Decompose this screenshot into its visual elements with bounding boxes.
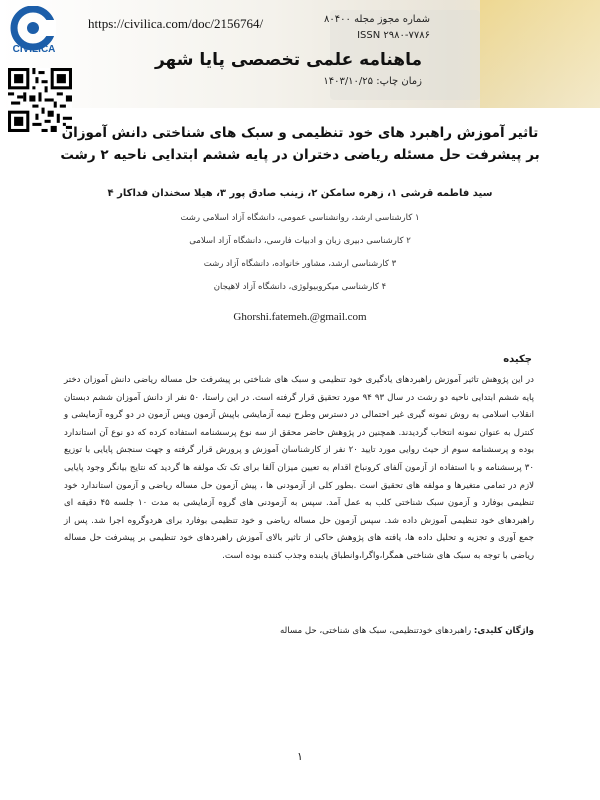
issn: ISSN ۲۹۸۰-۷۷۸۶: [357, 30, 430, 41]
affiliation: ۴ کارشناسی میکروبیولوژی، دانشگاه آزاد لاهیجان: [213, 282, 387, 292]
affiliation: ۱ کارشناسی ارشد، روانشناسی عمومی، دانشگاه آزاد اسلامی رشت: [180, 213, 420, 223]
affiliation: ۳ کارشناسی ارشد، مشاور خانواده، دانشگاه آزاد رشت: [203, 259, 397, 269]
author-list: سید فاطمه قرشی ۱، زهره سامکن ۲، زینب صادق پور ۳، هیلا سخندان فداکار ۴: [107, 188, 493, 199]
journal-title: ماهنامه علمی تخصصی پایا شهر: [154, 50, 422, 70]
page-number: ۱: [297, 750, 303, 763]
logo-text: CIVILICA: [12, 44, 56, 55]
affiliation-list: [150, 207, 450, 299]
keywords-line: [64, 626, 534, 636]
keywords-text: راهبردهای خودتنظیمی، سبک های شناختی، حل مساله: [280, 626, 474, 636]
license-number: شماره مجوز مجله ۸۰۴۰۰: [324, 14, 430, 25]
keywords-label: واژگان کلیدی:: [473, 626, 534, 636]
paper-title: تاثیر آموزش راهبرد های خود تنظیمی و سبک های شناختی دانش آموزان بر پیشرفت حل مسئله ریاضی دختران در پایه ششم ابتدایی ناحیه ۲ رشت: [60, 125, 540, 163]
author-email[interactable]: Ghorshi.fatemeh.@gmail.com: [233, 311, 367, 323]
publish-date: زمان چاپ: ۱۴۰۳/۱۰/۲۵: [323, 76, 422, 87]
affiliation: ۲ کارشناسی دبیری زبان و ادبیات فارسی، دانشگاه آزاد اسلامی: [189, 236, 411, 246]
banner-decoration: [480, 0, 600, 108]
abstract-heading: چکیده: [503, 354, 532, 365]
document-url[interactable]: https://civilica.com/doc/2156764/: [88, 16, 264, 31]
abstract-text: در این پژوهش تاثیر آموزش راهبردهای یادگیری خود تنظیمی و سبک های شناختی بر پیشرفت حل مساله ریاضی دانش آموزان دختر پایه ششم ابتدایی ناحیه دو رشت در سال ۹۳ ۹۴ مورد تحقیق قرار گرفته است. در این راستا، ۵۰ نفر از دانش آموزان ششم دبستان انقلاب اسلامی به روش نمونه گیری غیر احتمالی در دسترس وطرح نیمه آزمایشی باپیش آزمون وپس آزمون در دو گروه آزمایشی و کنترل به عنوان نمونه انتخاب گردیدند. همچنین در پژوهش حاضر محقق از سه نوع پرسشنامه استفاده کرده که دو نوع آن استاندارد بوده و پرسشنامه سوم از حیث روایی مورد تایید ۲۰ نفر از کارشناسان آموزش و پرورش قرار گرفته و جهت سنجش پایایی با توزیع ۳۰ پرسشنامه و با استفاده از آزمون آلفای کرونباخ اقدام به تعیین میزان آلفا برای تک تک مولفه ها گردید که نتایج بیانگر وجود پایایی لازم در تمامی متغیرها و مولفه های تحقیق است .بطور کلی از آزمودنی ها ، پیش آزمون حل مساله ریاضی و آزمون استاندارد خود تنظیمی بوفارد و آزمون سبک شناختی کلب به عمل آمد. سپس به آزمودنی های گروه آزمایشی به مدت ۱۰ جلسه ۴۵ دقیقه ای راهبردهای خود تنظیمی آموزش داده شد. سپس آزمون حل مساله ریاضی و خود تنظیمی بوفارد برای هردوگروه اجرا شد. پس از جمع آوری و تجزیه و تحلیل داده ها، یافته های پژوهش حاکی از تاثیر بالای آموزش راهبردهای خود تنظیمی بر پیشرفت حل مساله ریاضی با توجه به سبک های شناختی همگرا،واگرا،وانطباق یابنده وجذب کننده بوده است.: [64, 375, 535, 561]
